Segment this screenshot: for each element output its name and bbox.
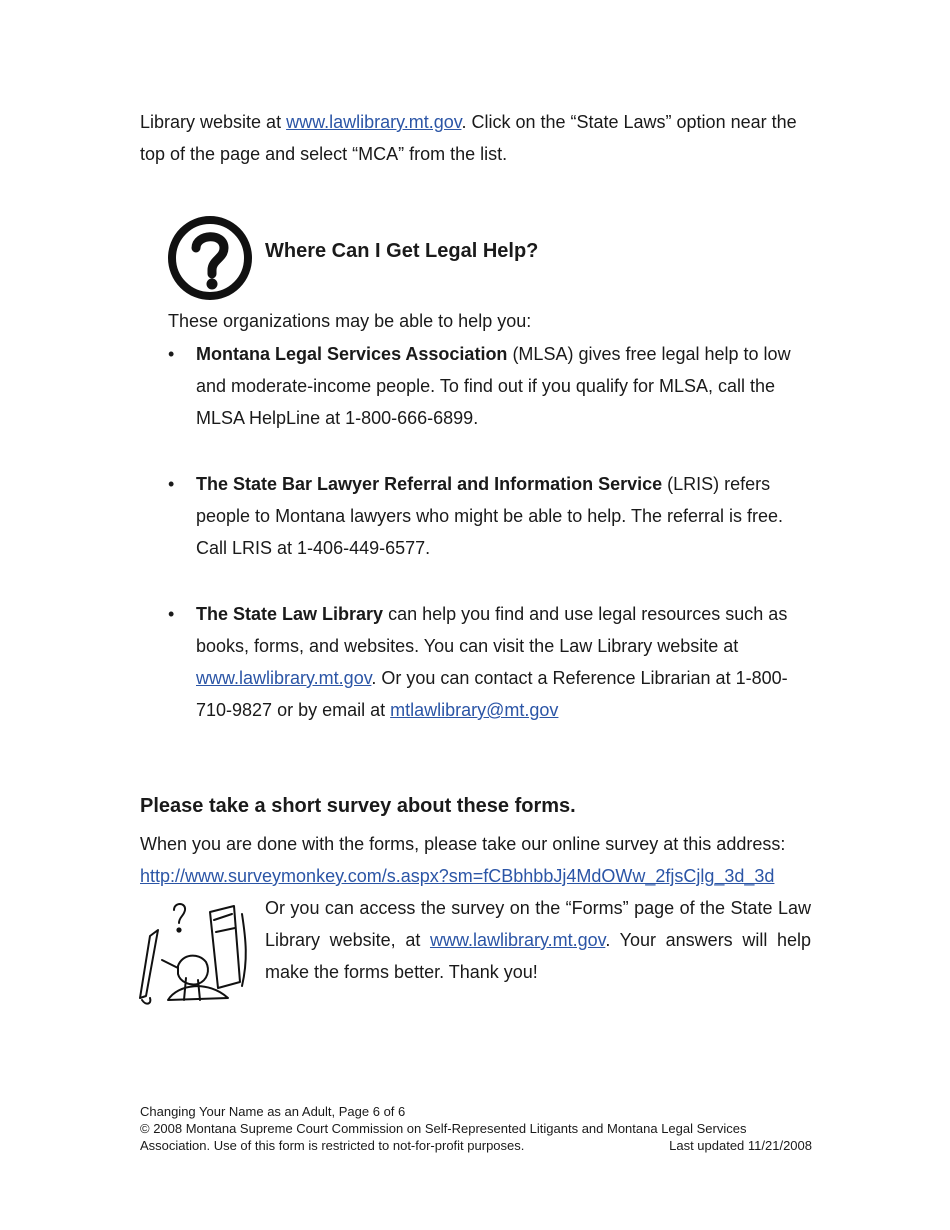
- law-library-link[interactable]: www.lawlibrary.mt.gov: [196, 668, 372, 688]
- org-name: The State Law Library: [196, 604, 384, 624]
- footer-usage: Association. Use of this form is restricted to not-for-profit purposes.: [140, 1138, 525, 1153]
- survey-intro: When you are done with the forms, please take our online survey at this address:: [140, 834, 786, 854]
- survey-url-line: [140, 860, 812, 892]
- footer-copyright: © 2008 Montana Supreme Court Commission on Self-Represented Litigants and Montana Legal Services: [140, 1121, 747, 1136]
- survey-link[interactable]: http://www.surveymonkey.com/s.aspx?sm=fCBbhbbJj4MdOWw_2fjsCjlg_3d_3d: [140, 866, 775, 886]
- bullet: •: [168, 344, 175, 364]
- intro-text: Library website at: [140, 112, 287, 132]
- survey-heading: Please take a short survey about these forms.: [140, 795, 576, 817]
- org-description: (LRIS) refers people to Montana lawyers who might be able to help. The referral is free. Call LRIS at 1-406-449-6577.: [196, 474, 783, 558]
- help-organizations-list: [168, 338, 818, 760]
- footer-page-info: Changing Your Name as an Adult, Page 6 of 6: [140, 1104, 406, 1119]
- intro-paragraph: [140, 106, 812, 170]
- footer-updated: Last updated 11/21/2008: [669, 1138, 812, 1153]
- survey-alt-paragraph: [265, 892, 811, 988]
- intro-text-cont: . Click on the “State Laws” option near the top of the page and select “MCA” from the list.: [140, 112, 797, 164]
- legal-help-heading: Where Can I Get Legal Help?: [265, 240, 539, 262]
- email-link[interactable]: mtlawlibrary@mt.gov: [390, 700, 559, 720]
- list-item-law-library: [168, 598, 818, 726]
- org-name: Montana Legal Services Association: [196, 344, 508, 364]
- confused-person-sketch-icon: [138, 900, 252, 1008]
- law-library-link[interactable]: www.lawlibrary.mt.gov: [429, 930, 606, 950]
- org-description: can help you find and use legal resources such as books, forms, and websites. You can visit the Law Library website at: [196, 604, 788, 656]
- help-intro: These organizations may be able to help you:: [168, 311, 532, 331]
- law-library-link[interactable]: www.lawlibrary.mt.gov: [286, 112, 462, 132]
- org-description-cont: . Or you can contact a Reference Librarian at 1-800-710-9827 or by email at: [196, 668, 788, 720]
- org-name: The State Bar Lawyer Referral and Information Service: [196, 474, 663, 494]
- survey-alt-text-cont: . Your answers will help make the forms better. Thank you!: [265, 930, 811, 982]
- page-footer: [140, 1103, 812, 1154]
- survey-alt-text: Or you can access the survey on the “Forms” page of the State Law Library website, at: [265, 898, 811, 950]
- list-item-mlsa: [168, 338, 818, 434]
- bullet: •: [168, 474, 175, 494]
- org-description: (MLSA) gives free legal help to low and moderate-income people. To find out if you qualify for MLSA, call the MLSA HelpLine at 1-800-666-6899.: [196, 344, 791, 428]
- list-item-lris: [168, 468, 818, 564]
- bullet: •: [168, 604, 175, 624]
- question-mark-circle-icon: [166, 214, 254, 302]
